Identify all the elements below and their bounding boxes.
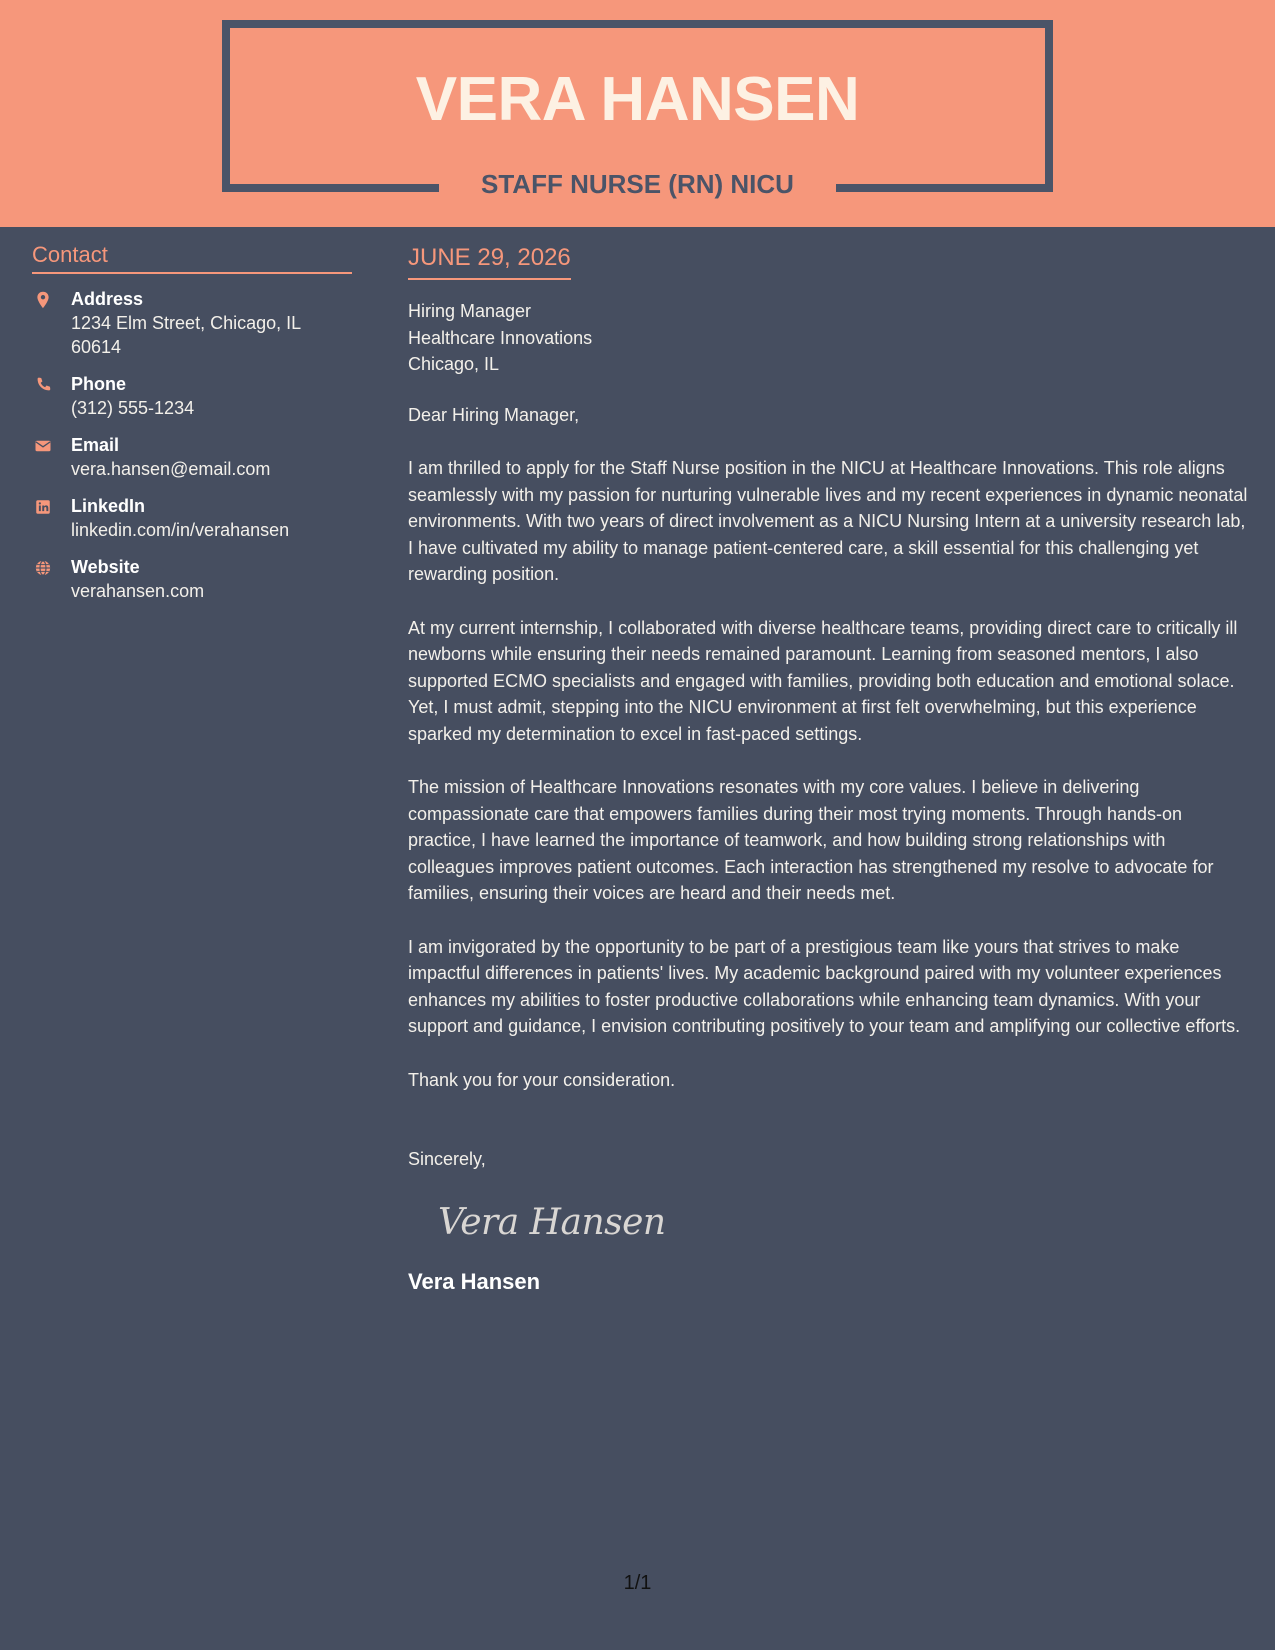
linkedin-value[interactable]: linkedin.com/in/verahansen (71, 520, 290, 540)
contact-label: Email (71, 435, 120, 455)
contact-item-website (32, 555, 352, 603)
recipient-company: Healthcare Innovations (408, 327, 593, 348)
body-paragraph: I am invigorated by the opportunity to be part of a prestigious team like yours that strives to make impactful differences in patients' lives. My academic background paired with my volunteer experiences enhances my abilities to foster productive collaborations while enhancing team dynamics. With your support and guidance, I envision contributing positively to your team and amplifying our collective efforts. (408, 936, 1241, 1036)
closing-line: Thank you for your consideration. (408, 1069, 676, 1090)
phone-value[interactable]: (312) 555-1234 (71, 398, 195, 418)
letter-date: JUNE 29, 2026 (408, 240, 571, 280)
recipient-name: Hiring Manager (408, 301, 532, 321)
header-banner (0, 0, 1275, 227)
handwritten-signature: Vera Hansen (438, 1201, 666, 1243)
map-pin-icon (34, 291, 52, 309)
body-paragraph: At my current internship, I collaborated with diverse healthcare teams, providing direct care to critically ill newborns while ensuring their needs remained paramount. Learning from seasoned mentors, I also supported ECMO specialists and engaged with families, providing both education and emotional solace. Yet, I must admit, stepping into the NICU environment at first felt overwhelming, but this experience sparked my determination to excel in fast-paced settings. (408, 617, 1238, 744)
linkedin-icon (34, 498, 52, 516)
contact-label: Address (71, 289, 144, 309)
contact-label: LinkedIn (71, 496, 146, 516)
body-paragraph: The mission of Healthcare Innovations resonates with my core values. I believe in delivering compassionate care that empowers families during their most trying moments. Through hands-on practice, I have learned the importance of teamwork, and how building strong relationships with colleagues improves patient outcomes. Each interaction has strengthened my resolve to advocate for families, ensuring their voices are heard and their needs met. (408, 777, 1214, 903)
greeting: Dear Hiring Manager, (408, 404, 580, 425)
contact-item-linkedin (32, 494, 352, 542)
address-value: 1234 Elm Street, Chicago, IL 60614 (71, 313, 301, 357)
contact-heading: Contact (32, 240, 352, 274)
body-paragraph: I am thrilled to apply for the Staff Nurse position in the NICU at Healthcare Innovations. This role aligns seamlessly with my passion for nurturing vulnerable lives and my recent experiences in dynamic neonatal environments. With two years of direct involvement as a NICU Nursing Intern at a university research lab, I have cultivated my ability to manage patient-centered care, a skill essential for this challenging yet rewarding position. (408, 458, 1248, 584)
recipient-location: Chicago, IL (408, 354, 500, 374)
sign-off: Sincerely, (408, 1149, 486, 1169)
frame-border-left (222, 20, 230, 192)
contact-sidebar (32, 240, 352, 603)
contact-item-address (32, 287, 352, 359)
job-title: STAFF NURSE (RN) NICU (481, 169, 794, 199)
page-number: 1/1 (623, 1572, 652, 1594)
website-value[interactable]: verahansen.com (71, 581, 205, 601)
applicant-name: VERA HANSEN (415, 65, 860, 134)
contact-item-phone (32, 372, 352, 420)
signer-name: Vera Hansen (408, 1268, 541, 1294)
frame-border-right (1045, 20, 1053, 192)
frame-border-top (222, 20, 1053, 28)
recipient-block (408, 298, 1253, 378)
contact-item-email (32, 433, 352, 481)
globe-icon (34, 559, 52, 577)
envelope-icon (34, 437, 52, 455)
contact-label: Phone (71, 374, 127, 394)
contact-label: Website (71, 557, 140, 577)
letter-body (408, 240, 1253, 1297)
phone-icon (34, 376, 52, 394)
email-value[interactable]: vera.hansen@email.com (71, 459, 271, 479)
